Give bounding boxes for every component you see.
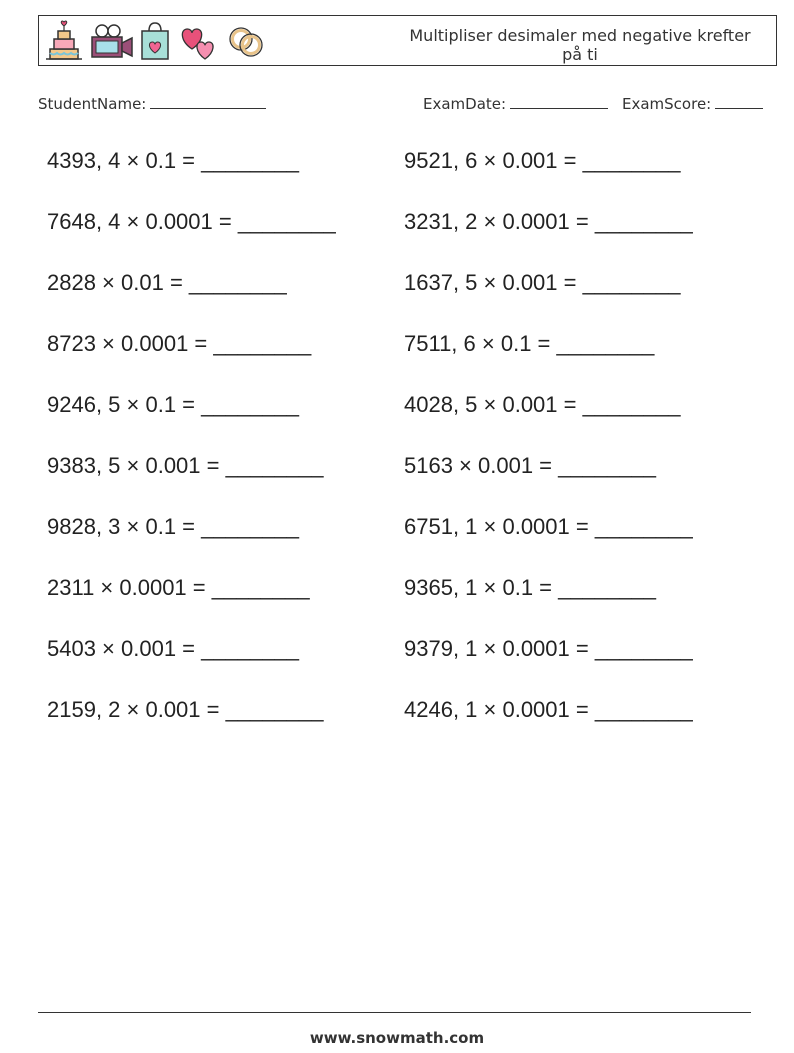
problem-item: 5403 × 0.001 = ________ — [47, 636, 300, 661]
exam-score-field — [622, 94, 763, 113]
student-name-label: StudentName: — [38, 95, 147, 113]
problem-item: 4028, 5 × 0.001 = ________ — [404, 392, 681, 417]
problem-item: 9383, 5 × 0.001 = ________ — [47, 453, 324, 478]
problem-row — [0, 628, 794, 689]
exam-date-line[interactable] — [510, 94, 608, 109]
problem-item: 7511, 6 × 0.1 = ________ — [404, 331, 655, 356]
problem-item: 2159, 2 × 0.001 = ________ — [47, 697, 324, 722]
footer-divider — [38, 1012, 751, 1013]
problem-item: 1637, 5 × 0.001 = ________ — [404, 270, 681, 295]
problem-row — [0, 567, 794, 628]
problem-item: 9365, 1 × 0.1 = ________ — [404, 575, 657, 600]
problem-item: 9246, 5 × 0.1 = ________ — [47, 392, 300, 417]
problem-row — [0, 140, 794, 201]
footer-website: www.snowmath.com — [309, 1029, 485, 1047]
problem-row — [0, 323, 794, 384]
problem-item: 9828, 3 × 0.1 = ________ — [47, 514, 300, 539]
problem-item: 2828 × 0.01 = ________ — [47, 270, 287, 295]
problem-item: 2311 × 0.0001 = ________ — [47, 575, 310, 600]
exam-date-field — [423, 94, 608, 113]
problem-item: 6751, 1 × 0.0001 = ________ — [404, 514, 693, 539]
worksheet-title: Multipliser desimaler med negative krefter på ti — [409, 26, 751, 64]
exam-score-label: ExamScore: — [622, 95, 712, 113]
problem-row — [0, 201, 794, 262]
header-box — [38, 15, 777, 66]
problem-row — [0, 445, 794, 506]
film-camera-icon — [88, 19, 134, 63]
problem-item: 9379, 1 × 0.0001 = ________ — [404, 636, 693, 661]
problem-item: 8723 × 0.0001 = ________ — [47, 331, 312, 356]
problem-item: 9521, 6 × 0.001 = ________ — [404, 148, 681, 173]
exam-date-label: ExamDate: — [423, 95, 507, 113]
problem-item: 5163 × 0.001 = ________ — [404, 453, 657, 478]
student-name-field — [38, 94, 266, 113]
problem-row — [0, 506, 794, 567]
problem-item: 3231, 2 × 0.0001 = ________ — [404, 209, 693, 234]
exam-score-line[interactable] — [715, 94, 763, 109]
problem-list — [0, 140, 794, 750]
wedding-cake-icon — [44, 19, 84, 63]
student-name-line[interactable] — [150, 94, 266, 109]
problem-row — [0, 689, 794, 750]
problem-row — [0, 262, 794, 323]
problem-item: 4393, 4 × 0.1 = ________ — [47, 148, 300, 173]
hearts-icon — [176, 19, 220, 63]
gift-bag-icon — [138, 19, 172, 63]
problem-item: 4246, 1 × 0.0001 = ________ — [404, 697, 693, 722]
problem-row — [0, 384, 794, 445]
rings-icon — [224, 19, 268, 63]
header-icons — [44, 19, 268, 63]
problem-item: 7648, 4 × 0.0001 = ________ — [47, 209, 336, 234]
